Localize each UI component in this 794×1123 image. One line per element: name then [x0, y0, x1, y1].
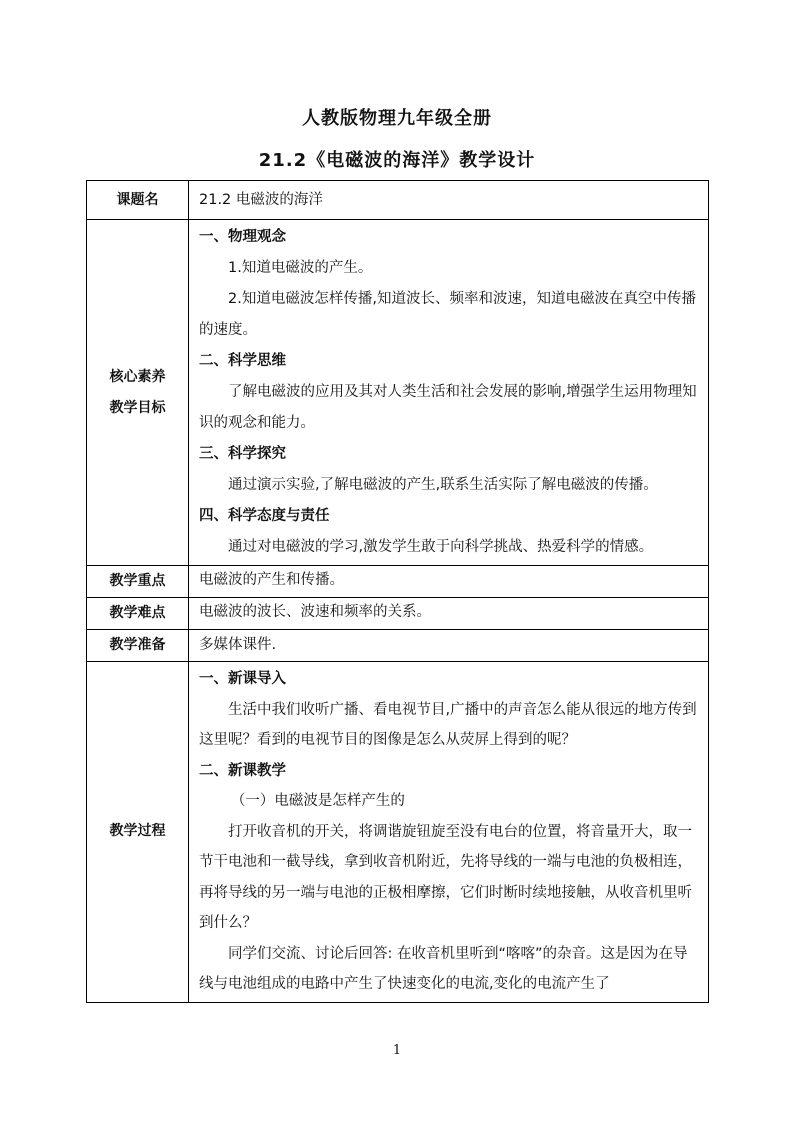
goals-paragraph-3: 了解电磁波的应用及其对人类生活和社会发展的影响,增强学生运用物理知识的观念和能力。: [199, 384, 697, 431]
goals-label-line2: 教学目标: [109, 399, 166, 416]
process-paragraph-3: 同学们交流、讨论后回答: 在收音机里听到“喀喀”的杂音。这是因为在导线与电池组成的电路中产生了快速变化的电流,变化的电流产生了: [199, 945, 688, 992]
goals-heading-3: 三、科学探究: [199, 446, 286, 462]
difficulty-label: 教学难点: [87, 598, 189, 630]
process-paragraph-2: 打开收音机的开关，将调谐旋钮旋至没有电台的位置，将音量开大，取一节干电池和一截导线，拿到收音机附近，先将导线的一端与电池的负极相连，再将导线的另一端与电池的正极相摩擦，它们时断时续地接触，从收音机里听到什么？: [199, 823, 692, 931]
process-paragraph-1: 生活中我们收听广播、看电视节目,广播中的声音怎么能从很远的地方传到这里呢？看到的电视节目的图像是怎么从荧屏上得到的呢？: [199, 701, 697, 748]
process-subheading-1: （一）电磁波是怎样产生的: [230, 793, 405, 809]
process-heading-1: 一、新课导入: [199, 671, 286, 687]
goals-label-line1: 核心素养: [109, 368, 166, 385]
process-heading-2: 二、新课教学: [199, 762, 286, 779]
goals-paragraph-5: 通过对电磁波的学习,激发学生敢于向科学挑战、热爱科学的情感。: [228, 539, 654, 555]
goals-paragraph-2: 2.知道电磁波怎样传播,知道波长、频率和波速，知道电磁波在真空中传播的速度。: [199, 291, 696, 338]
goals-heading-1: 一、物理观念: [199, 229, 286, 245]
goals-heading-4: 四、科学态度与责任: [199, 508, 330, 524]
topic-label: 课题名: [87, 181, 189, 220]
goals-paragraph-4: 通过演示实验,了解电磁波的产生,联系生活实际了解电磁波的传播。: [228, 477, 658, 493]
document-title-line1: 人教版物理九年级全册: [302, 108, 492, 129]
preparation-value: 多媒体课件.: [189, 630, 709, 662]
table-row-goals: [87, 220, 709, 566]
goals-heading-2: 二、科学思维: [199, 353, 286, 369]
goals-label: [87, 220, 189, 566]
table-row-key-point: [87, 566, 709, 598]
table-row-difficulty: [87, 598, 709, 630]
topic-value: [189, 181, 709, 220]
table-row-preparation: [87, 630, 709, 662]
key-point-label: 教学重点: [87, 566, 189, 598]
lesson-plan-table: [86, 180, 709, 1003]
process-label: 教学过程: [87, 662, 189, 1003]
table-row-process: [87, 662, 709, 1003]
key-point-value: 电磁波的产生和传播。: [189, 566, 709, 598]
table-row-topic: [87, 181, 709, 220]
goals-content: [189, 220, 709, 566]
topic-value-text: 21.2 电磁波的海洋: [199, 191, 323, 208]
goals-paragraph-1: 1.知道电磁波的产生。: [228, 260, 373, 276]
page-number: 1: [392, 1043, 402, 1058]
difficulty-value: 电磁波的波长、波速和频率的关系。: [189, 598, 709, 630]
process-content: [189, 662, 709, 1003]
document-title-line2: 21.2《电磁波的海洋》教学设计: [258, 150, 536, 171]
preparation-label: 教学准备: [87, 630, 189, 662]
